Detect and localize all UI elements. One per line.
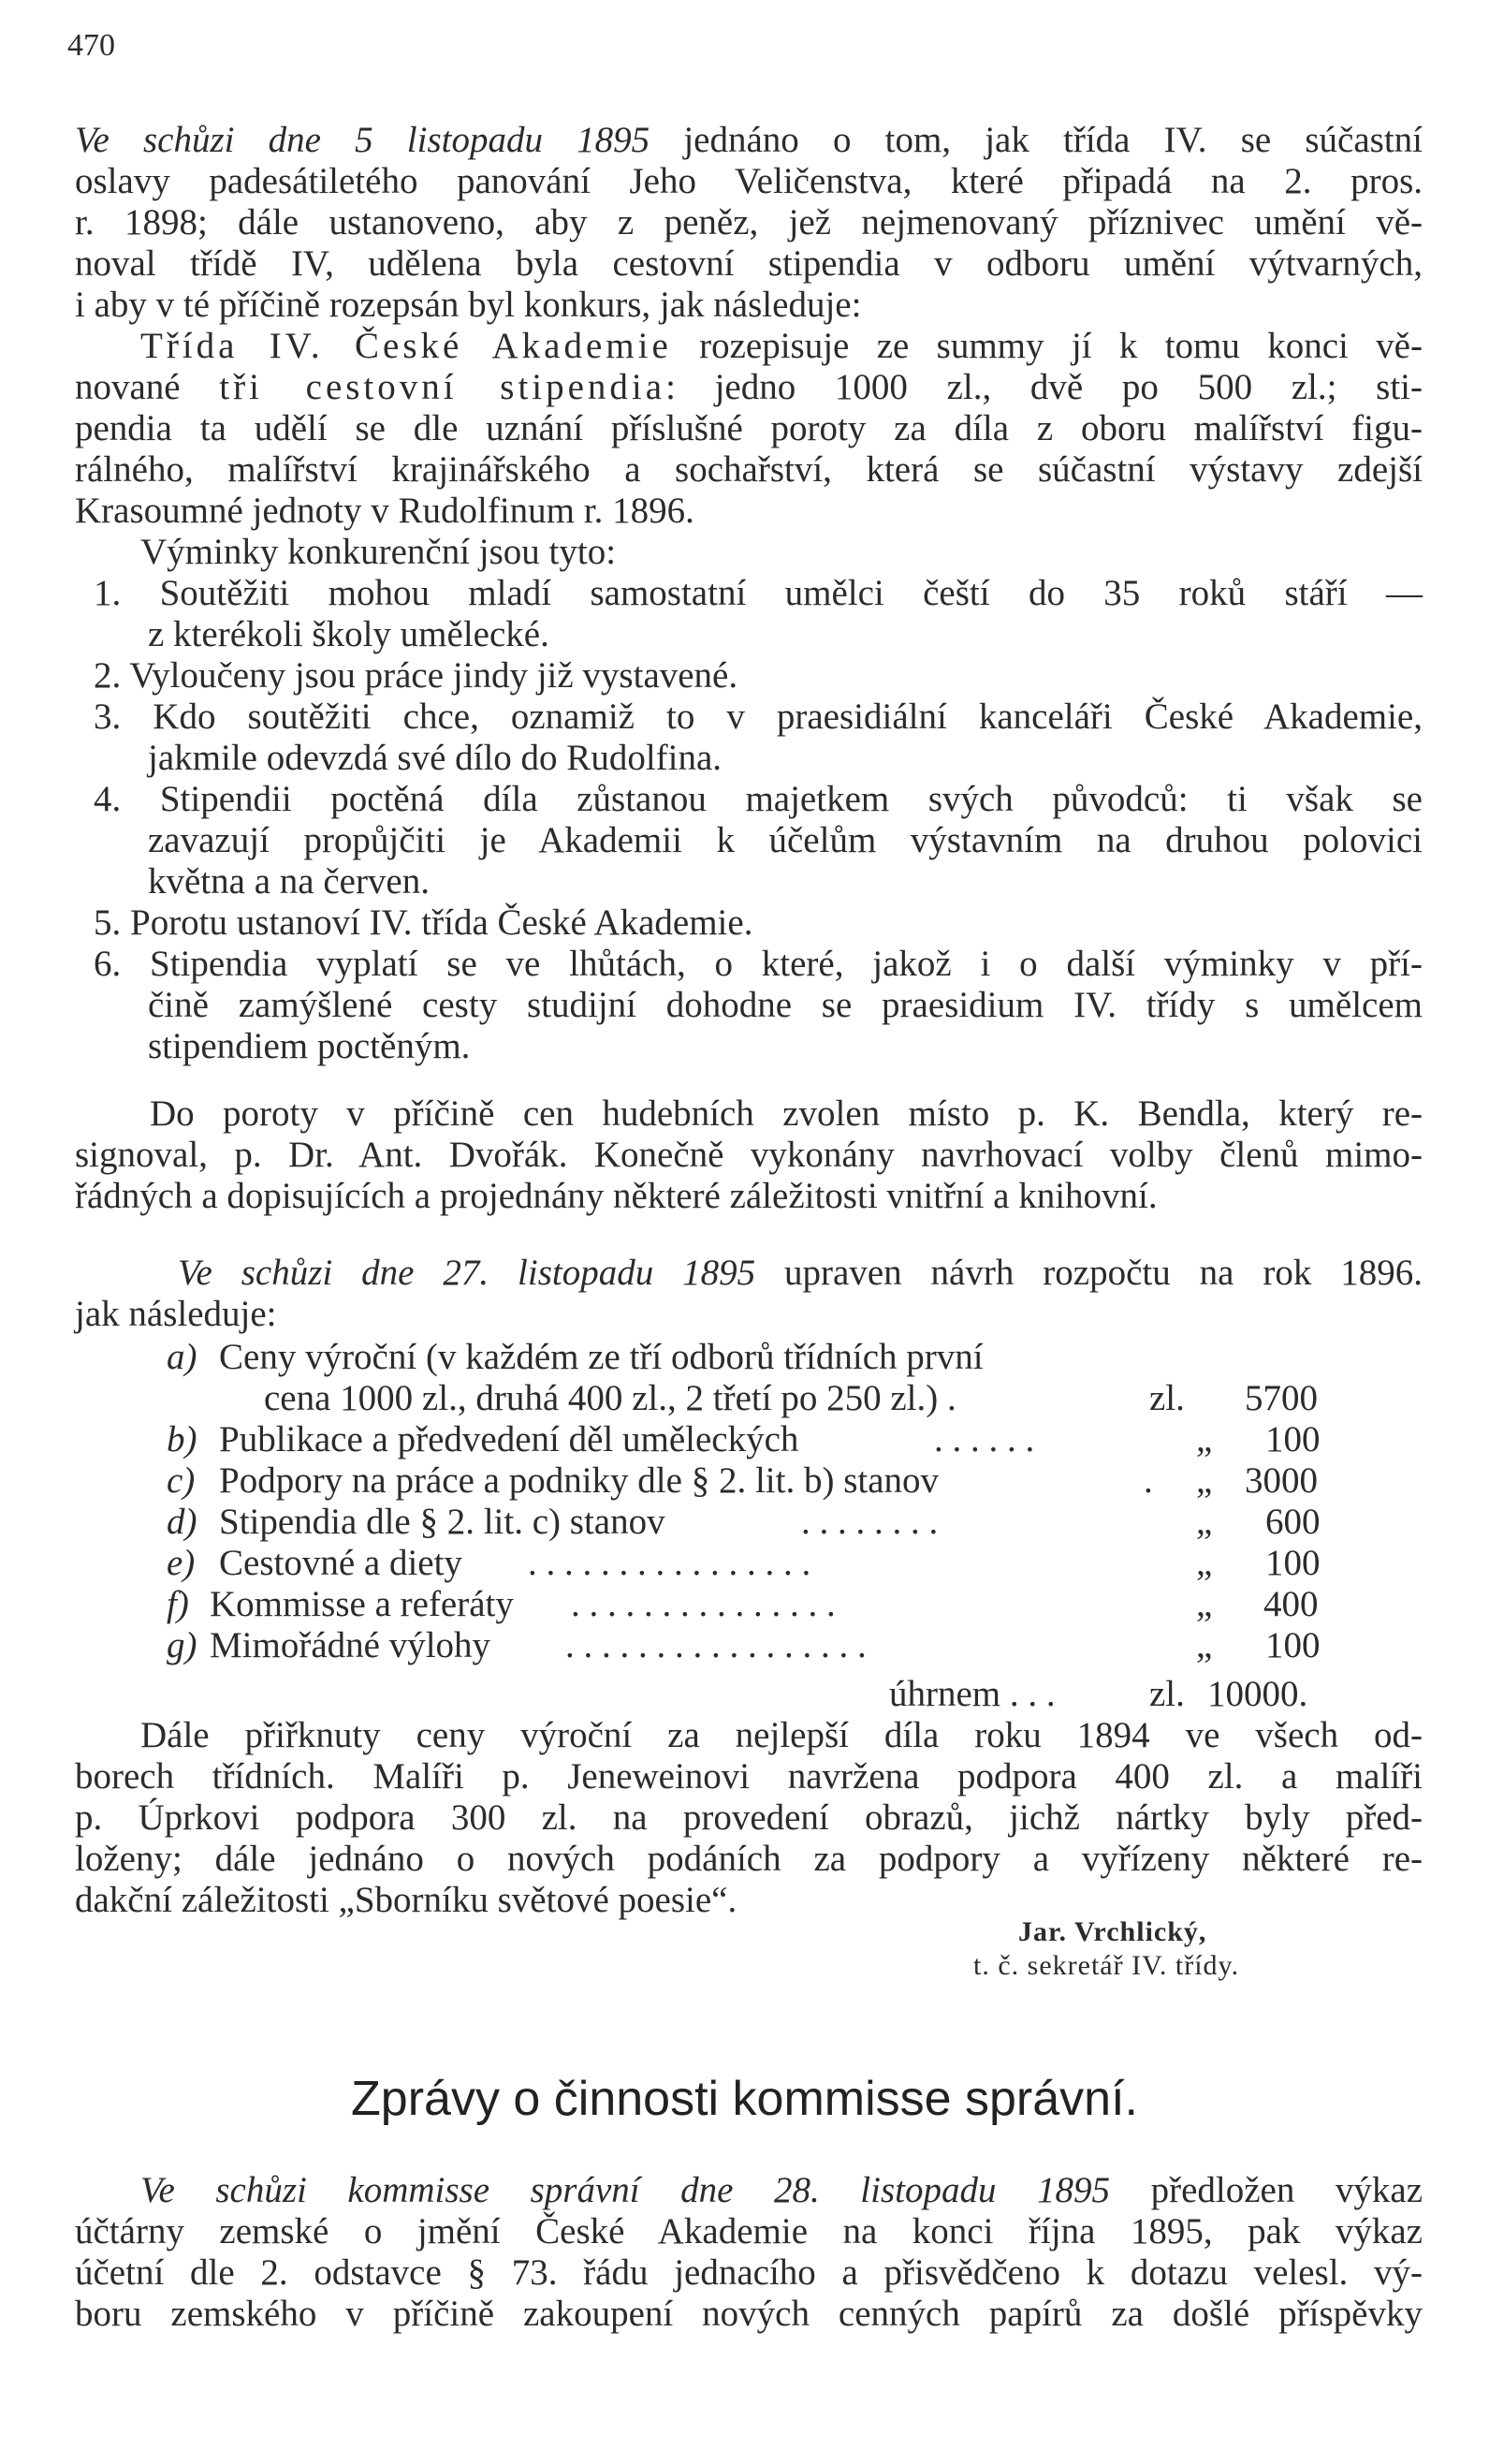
condition-item: 4. Stipendii poctěná díla zůstanou majetkem svých původců: ti však se — [94, 779, 1423, 819]
condition-item: z kterékoli školy umělecké. — [148, 614, 549, 654]
budget-total-amount: 10000. — [1207, 1674, 1308, 1714]
budget-unit: „ — [1196, 1543, 1213, 1583]
text-line: signoval, p. Dr. Ant. Dvořák. Konečně vykonány navrhovací volby členů mimo- — [75, 1135, 1423, 1175]
budget-dots: . . . . . . . . . . . . . . . — [571, 1584, 836, 1624]
condition-item: 5. Porotu ustanoví IV. třída České Akademie. — [94, 902, 753, 943]
budget-dots: . . . . . . . . . . . . . . . . — [528, 1543, 811, 1583]
condition-item: května a na červen. — [148, 861, 430, 902]
text-line: loženy; dále jednáno o nových podáních za podpory a vyřízeny některé re- — [75, 1839, 1423, 1879]
budget-label: Stipendia dle § 2. lit. c) stanov — [219, 1502, 665, 1542]
budget-dots: . . . . . . . . — [801, 1502, 939, 1542]
text-fragment: nované — [75, 367, 220, 407]
meeting-date: Ve schůzi dne 5 listopadu 1895 — [75, 120, 650, 160]
budget-amount: 400 — [1263, 1584, 1319, 1624]
condition-item: 1. Soutěžiti mohou mladí samostatní umělci čeští do 35 roků stáří — — [94, 573, 1423, 613]
text-line — [140, 326, 1423, 367]
budget-dots: . . . . . . . . . . . . . . . . . — [565, 1625, 867, 1665]
budget-amount: 100 — [1265, 1419, 1321, 1459]
signature-title: t. č. sekretář IV. třídy. — [973, 1950, 1240, 1981]
text-line: pendia ta udělí se dle uznání příslušné poroty za díla z oboru malířství figu- — [75, 408, 1423, 448]
budget-letter: c) — [167, 1460, 196, 1501]
budget-label: cena 1000 zl., druhá 400 zl., 2 třetí po 250 zl.) . — [264, 1378, 956, 1418]
text-line — [75, 120, 1423, 161]
text-line: jak následuje: — [75, 1294, 277, 1334]
condition-item: čině zamýšlené cesty studijní dohodne se praesidium IV. třídy s umělcem — [148, 985, 1423, 1025]
meeting-date: Ve schůzi kommisse správní dne 28. listopadu 1895 — [140, 2170, 1111, 2210]
condition-item: 2. Vyloučeny jsou práce jindy již vystavené. — [94, 655, 738, 696]
condition-item: 6. Stipendia vyplatí se ve lhůtách, o které, jakož i o další výminky v pří- — [94, 944, 1423, 984]
budget-label: Kommisse a referáty — [210, 1584, 514, 1624]
text-fragment: upraven návrh rozpočtu na rok 1896. — [755, 1253, 1423, 1293]
spaced-text: Třída IV. České Akademie — [140, 326, 672, 366]
spaced-text: tři cestovní stipendia — [219, 367, 666, 407]
condition-item: 3. Kdo soutěžiti chce, oznamiž to v praesidiální kanceláři České Akademie, — [94, 697, 1423, 737]
budget-unit: „ — [1196, 1419, 1213, 1459]
text-line: r. 1898; dále ustanoveno, aby z peněz, jež nejmenovaný příznivec umění vě- — [75, 202, 1423, 242]
text-line — [178, 1253, 1423, 1294]
budget-amount: 5700 — [1245, 1378, 1318, 1418]
text-line: i aby v té příčině rozepsán byl konkurs, jak následuje: — [75, 285, 862, 325]
budget-label: Cestovné a diety — [219, 1543, 462, 1583]
section-heading: Zprávy o činnosti kommisse správní. — [351, 2072, 1138, 2126]
meeting-date: Ve schůzi dne 27. listopadu 1895 — [178, 1253, 756, 1293]
budget-letter: a) — [167, 1337, 197, 1377]
text-line: účtárny zemské o jmění České Akademie na konci října 1895, pak výkaz — [75, 2211, 1423, 2251]
text-line: Dále přiřknuty ceny výroční za nejlepší díla roku 1894 ve všech od- — [140, 1715, 1423, 1755]
text-line — [140, 2170, 1423, 2211]
budget-unit: „ — [1196, 1502, 1213, 1542]
budget-letter: d) — [167, 1502, 197, 1542]
budget-amount: 3000 — [1245, 1460, 1318, 1501]
budget-letter: b) — [167, 1419, 197, 1459]
text-line: oslavy padesátiletého panování Jeho Veličenstva, které připadá na 2. pros. — [75, 161, 1423, 201]
condition-item: stipendiem poctěným. — [148, 1026, 471, 1066]
budget-label: Ceny výroční (v každém ze tří odborů třídních první — [219, 1337, 984, 1377]
signature-name: Jar. Vrchlický, — [1018, 1916, 1207, 1947]
text-line — [75, 367, 1423, 408]
budget-label: Publikace a předvedení děl uměleckých — [219, 1419, 799, 1459]
text-fragment: předložen výkaz — [1110, 2170, 1423, 2210]
budget-letter: e) — [167, 1543, 196, 1583]
budget-unit: zl. — [1149, 1378, 1185, 1418]
budget-total-label: úhrnem . . . — [889, 1674, 1056, 1714]
text-line: Krasoumné jednoty v Rudolfinum r. 1896. — [75, 491, 694, 531]
budget-amount: 100 — [1265, 1625, 1321, 1665]
budget-total-unit: zl. — [1149, 1674, 1185, 1714]
condition-item: jakmile odevzdá své dílo do Rudolfina. — [148, 738, 723, 778]
condition-item: zavazují propůjčiti je Akademii k účelům výstavním na druhou polovici — [148, 820, 1423, 860]
text-fragment: jednáno o tom, jak třída IV. se súčastní — [650, 120, 1423, 160]
text-line: řádných a dopisujících a projednány některé záležitosti vnitřní a knihovní. — [75, 1176, 1158, 1216]
budget-dots: . — [1144, 1460, 1153, 1501]
budget-amount: 600 — [1265, 1502, 1321, 1542]
text-line: borech třídních. Malíři p. Jeneweinovi navržena podpora 400 zl. a malíři — [75, 1756, 1423, 1797]
text-line: p. Úprkovi podpora 300 zl. na provedení obrazů, jichž nártky byly před- — [75, 1797, 1423, 1838]
budget-unit: „ — [1196, 1460, 1213, 1501]
budget-unit: „ — [1196, 1625, 1213, 1665]
text-fragment: rozepisuje ze summy jí k tomu konci vě- — [671, 326, 1423, 366]
text-line: dakční záležitosti „Sborníku světové poesie“. — [75, 1880, 737, 1920]
budget-dots: . . . . . . — [934, 1419, 1035, 1459]
text-line: boru zemského v příčině zakoupení nových cenných papírů za došlé příspěvky — [75, 2294, 1423, 2334]
budget-label: Podpory na práce a podniky dle § 2. lit. b) stanov — [219, 1460, 940, 1501]
text-line: noval třídě IV, udělena byla cestovní stipendia v odboru umění výtvarných, — [75, 243, 1423, 284]
text-line: Do poroty v příčině cen hudebních zvolen místo p. K. Bendla, který re- — [150, 1093, 1423, 1134]
budget-letter: f) — [167, 1584, 189, 1624]
budget-letter: g) — [167, 1625, 197, 1665]
budget-amount: 100 — [1265, 1543, 1321, 1583]
text-line: účetní dle 2. odstavce § 73. řádu jednacího a přisvědčeno k dotazu velesl. vý- — [75, 2252, 1423, 2293]
page-number: 470 — [67, 28, 115, 63]
text-line: Výminky konkurenční jsou tyto: — [140, 532, 617, 572]
text-line: rálného, malířství krajinářského a sochařství, která se súčastní výstavy zdejší — [75, 449, 1423, 490]
budget-unit: „ — [1196, 1584, 1213, 1624]
text-fragment: : jedno 1000 zl., dvě po 500 zl.; sti- — [665, 367, 1423, 407]
budget-label: Mimořádné výlohy — [210, 1625, 491, 1665]
